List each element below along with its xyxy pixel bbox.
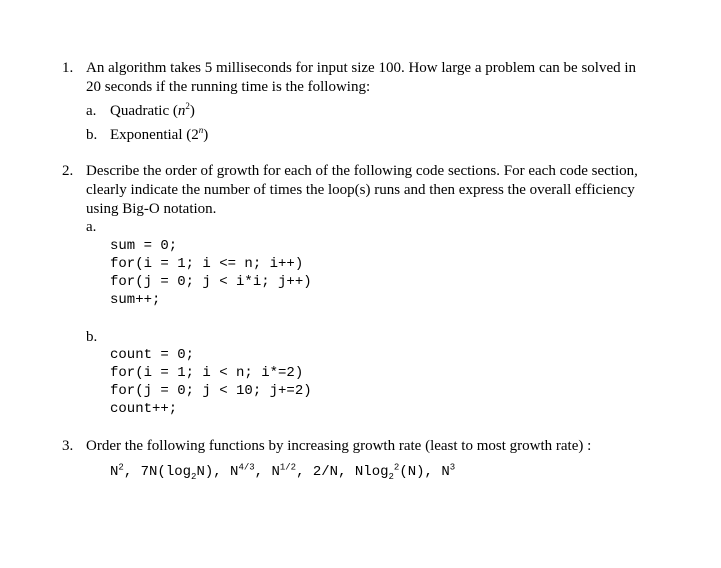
code-line: sum++; (110, 292, 161, 308)
q2-a-marker: a. (86, 219, 97, 235)
q3-f5-sub: 2 (388, 471, 394, 482)
q3-f2-rest: N), N (196, 464, 239, 480)
q2-code-block-a (110, 237, 312, 309)
q1-b-item (110, 125, 208, 146)
code-line: count++; (110, 401, 178, 417)
q1-text-line1: An algorithm takes 5 milliseconds for input size 100. How large a problem can be solved in (86, 60, 637, 76)
q1-a-var: n (177, 103, 186, 119)
code-line: for(i = 1; i <= n; i++) (110, 256, 304, 272)
q2-text-line1: Describe the order of growth for each of the following code sections. For each code section, (86, 163, 638, 179)
q1-a-marker: a. (86, 103, 97, 119)
q1-b-label: Exponential (2 (110, 127, 199, 143)
q3-f5-rest: (N), N (399, 464, 450, 480)
q3-f2-sub: 2 (191, 471, 197, 482)
q3-f6-sup: 3 (449, 462, 456, 473)
q3-f5: , 2/N, Nlog (296, 464, 389, 480)
q2-b-marker: b. (86, 329, 98, 345)
q1-a-label: Quadratic ( (110, 103, 178, 119)
q1-b-exponent: n (198, 125, 204, 135)
q2-text-line3: using Big-O notation. (86, 201, 217, 217)
q1-b-marker: b. (86, 127, 98, 143)
q3-f5-sup: 2 (393, 462, 400, 473)
q3-f3-sup: 4/3 (238, 462, 255, 473)
q3-f4-pre: , N (254, 464, 280, 480)
q2-text-line2: clearly indicate the number of times the loop(s) runs and then express the overall efficiency (86, 182, 635, 198)
code-line: count = 0; (110, 347, 195, 363)
q3-f1: N (110, 464, 119, 480)
q3-f4-sup: 1/2 (279, 462, 297, 473)
q3-f2-pre: , 7N(log (123, 464, 192, 480)
q1-b-close: ) (203, 127, 209, 143)
code-line: for(j = 0; j < 10; j+=2) (110, 383, 312, 399)
q2-code-block-b (110, 346, 312, 418)
q2-number: 2. (62, 163, 74, 179)
code-line: for(i = 1; i < n; i*=2) (110, 365, 304, 381)
q1-a-exponent: 2 (185, 101, 190, 111)
q1-a-close: ) (189, 103, 195, 119)
code-line: sum = 0; (110, 238, 178, 254)
q1-text-line2: 20 seconds if the running time is the following: (86, 79, 371, 95)
q1-number: 1. (62, 60, 74, 76)
q1-a-item (110, 101, 195, 122)
q3-number: 3. (62, 438, 74, 454)
q3-text-line1: Order the following functions by increasing growth rate (least to most growth rate) : (86, 438, 592, 454)
q3-f1-sup: 2 (118, 462, 124, 473)
code-line: for(j = 0; j < i*i; j++) (110, 274, 312, 290)
q3-functions (110, 463, 455, 481)
